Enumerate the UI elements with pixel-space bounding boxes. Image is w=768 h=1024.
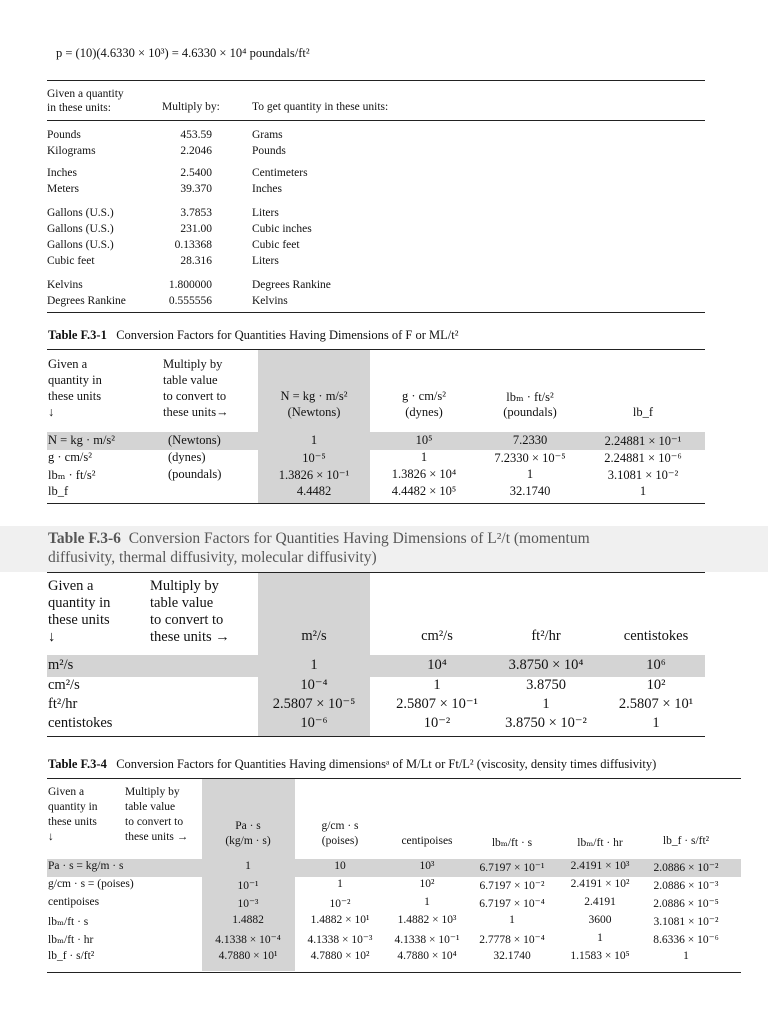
f31-col-header: N = kg · m/s²	[280, 389, 348, 403]
f36-head-multiply: to convert to	[150, 612, 224, 628]
simple-row-factor: 453.59	[180, 129, 212, 141]
caption-f31-num: Table F.3-1	[48, 328, 107, 342]
f34-cell: 1	[424, 896, 430, 908]
f34-col-header: lb_f · s/ft²	[662, 835, 710, 847]
f34-cell: 10	[334, 860, 346, 872]
f34-cell: 2.4191	[584, 896, 616, 908]
f34-cell: 1	[245, 860, 251, 872]
f36-caption-bg	[0, 526, 768, 572]
f31-cell: 7.2330 × 10⁻⁵	[494, 451, 566, 465]
simple-row-result: Cubic feet	[252, 239, 300, 251]
simple-row-unit: Degrees Rankine	[47, 295, 126, 307]
f31-head-given: quantity in	[48, 373, 102, 387]
f34-cell: 6.7197 × 10⁻¹	[479, 862, 545, 874]
f31-row-unit: N = kg · m/s²	[48, 433, 116, 447]
simple-row-factor: 231.00	[180, 223, 212, 235]
f34-head-multiply: Multiply by	[125, 786, 180, 798]
simple-row-factor: 2.5400	[180, 167, 212, 179]
f34-cell: 2.7778 × 10⁻⁴	[479, 934, 545, 946]
caption-f31-text: Conversion Factors for Quantities Having Dimensions of F or ML/t²	[116, 328, 459, 342]
simple-row-factor: 39.370	[180, 183, 212, 195]
f31-cell: 1	[420, 450, 428, 464]
f34-cell: 10³	[419, 860, 435, 872]
f36-head-multiply: table value	[150, 595, 214, 611]
caption-f36-text: Conversion Factors for Quantities Having Dimensions of L²/t (momentum	[128, 530, 590, 547]
f31-col-header-sub: (Newtons)	[287, 405, 341, 419]
f34-cell: 2.0886 × 10⁻²	[653, 862, 719, 874]
simple-row-unit: Gallons (U.S.)	[47, 239, 114, 251]
f34-col-header: Pa · s	[235, 820, 261, 832]
f34-cell: 2.4191 × 10³	[570, 860, 630, 872]
simple-row-unit: Gallons (U.S.)	[47, 207, 114, 219]
simple-row-unit: Kilograms	[47, 145, 96, 157]
f36-cell: 3.8750 × 10⁻²	[505, 715, 587, 731]
f36-cell: 1	[542, 696, 550, 712]
f34-row-unit: lbₘ/ft · s	[48, 916, 89, 928]
f34-cell: 1	[597, 932, 603, 944]
simple-row-unit: Gallons (U.S.)	[47, 223, 114, 235]
f34-cell: 10⁻²	[329, 898, 351, 910]
f31-cell: 1.3826 × 10⁴	[391, 467, 457, 481]
f34-cell: 3600	[588, 914, 612, 926]
f36-cell: 10⁶	[646, 657, 666, 673]
f31-head-given: ↓	[48, 405, 55, 419]
f34-head-given: quantity in	[48, 801, 98, 813]
f34-cell: 10⁻³	[237, 898, 259, 910]
f31-cell: 1.3826 × 10⁻¹	[278, 468, 350, 482]
f36-rule-top	[47, 572, 705, 573]
f34-cell: 1	[509, 914, 515, 926]
f34-row-unit: Pa · s = kg/m · s	[48, 860, 124, 872]
caption-f36-text2: diffusivity, thermal diffusivity, molecular diffusivity)	[48, 549, 377, 566]
simple-row-factor: 28.316	[180, 255, 212, 267]
f34-cell: 4.1338 × 10⁻¹	[394, 934, 460, 946]
simple-row-result: Kelvins	[252, 295, 288, 307]
f34-head-multiply: these units →	[125, 831, 189, 843]
simple-row-result: Grams	[252, 129, 283, 141]
f34-row-unit: g/cm · s = (poises)	[48, 878, 134, 890]
f34-col-header: centipoises	[401, 835, 453, 847]
f31-row-note: (poundals)	[168, 467, 222, 481]
f34-cell: 4.1338 × 10⁻⁴	[215, 934, 281, 946]
f34-col-header-sub: (kg/m · s)	[225, 835, 271, 847]
f31-row-note: (Newtons)	[168, 433, 221, 447]
f36-head-given: ↓	[48, 629, 56, 645]
simple-head-result: To get quantity in these units:	[252, 101, 389, 113]
f36-cell: 10⁻⁶	[300, 715, 328, 731]
table-rule-mid	[47, 120, 705, 121]
f31-head-multiply: these units→	[163, 405, 229, 419]
f34-cell: 10⁻¹	[237, 880, 259, 892]
f36-head-given: these units	[48, 612, 110, 628]
f34-col-header: g/cm · s	[321, 820, 359, 832]
f34-cell: 6.7197 × 10⁻²	[479, 880, 545, 892]
f36-col-header: m²/s	[301, 628, 327, 644]
f31-cell: 4.4482	[296, 484, 332, 498]
f34-head-given: Given a	[48, 786, 85, 798]
f34-rule-bottom	[47, 972, 741, 973]
f31-rule-top	[47, 349, 705, 350]
f34-row-unit: lb_f · s/ft²	[48, 950, 95, 962]
f34-cell: 6.7197 × 10⁻⁴	[479, 898, 545, 910]
f34-col-header: lbₘ/ft · s	[491, 837, 533, 849]
f34-cell: 1	[337, 878, 343, 890]
f34-cell: 3.1081 × 10⁻²	[653, 916, 719, 928]
f34-cell: 1.4882	[232, 914, 264, 926]
f36-cell: 1	[652, 715, 660, 731]
f36-row-unit: centistokes	[48, 715, 113, 731]
f36-row-unit: cm²/s	[48, 677, 80, 693]
simple-row-factor: 2.2046	[180, 145, 212, 157]
simple-row-factor: 3.7853	[180, 207, 212, 219]
f31-col-header-sub: (poundals)	[503, 405, 557, 419]
f34-row-unit: lbₘ/ft · hr	[48, 934, 94, 946]
f34-head-given: these units	[48, 816, 97, 828]
caption-f34	[48, 757, 656, 772]
f36-rule-bottom	[47, 736, 705, 737]
f36-row-unit: m²/s	[48, 657, 74, 673]
f31-cell: 10⁵	[415, 433, 433, 447]
f31-cell: 10⁻⁵	[302, 451, 326, 465]
f31-cell: 1	[310, 433, 318, 447]
simple-row-result: Degrees Rankine	[252, 279, 331, 291]
formula-line: p = (10)(4.6330 × 10³) = 4.6330 × 10⁴ poundals/ft²	[56, 46, 310, 60]
f31-head-given: Given a	[48, 357, 88, 371]
f36-cell: 2.5807 × 10⁻¹	[396, 696, 478, 712]
f34-cell: 1.4882 × 10³	[397, 914, 457, 926]
f31-head-multiply: to convert to	[163, 389, 227, 403]
f36-cell: 1	[433, 677, 441, 693]
f34-head-given: ↓	[48, 831, 54, 843]
simple-row-result: Centimeters	[252, 167, 308, 179]
f34-head-multiply: table value	[125, 801, 176, 813]
f36-cell: 3.8750	[526, 677, 566, 693]
f31-cell: 32.1740	[509, 484, 551, 498]
f36-cell: 10⁴	[427, 657, 447, 673]
simple-row-unit: Meters	[47, 183, 79, 195]
f31-cell: 1	[639, 484, 647, 498]
f34-head-multiply: to convert to	[125, 816, 184, 828]
f36-cell: 10²	[646, 677, 666, 693]
f36-head-given: quantity in	[48, 595, 111, 611]
f31-cell: 2.24881 × 10⁻¹	[604, 434, 682, 448]
simple-row-unit: Pounds	[47, 129, 81, 141]
f34-cell: 4.7880 × 10²	[310, 950, 370, 962]
f31-row-unit: lb_f	[48, 484, 69, 498]
f36-row-unit: ft²/hr	[48, 696, 78, 712]
f36-col-header: ft²/hr	[531, 628, 561, 644]
f36-cell: 1	[310, 657, 318, 673]
simple-row-result: Pounds	[252, 145, 286, 157]
f34-cell: 32.1740	[493, 950, 531, 962]
f31-row-unit: lbₘ · ft/s²	[48, 468, 96, 482]
f34-cell: 4.1338 × 10⁻³	[307, 934, 373, 946]
f34-cell: 1.1583 × 10⁵	[570, 950, 630, 962]
f34-cell: 1.4882 × 10¹	[310, 914, 370, 926]
simple-row-factor: 0.13368	[174, 239, 212, 251]
f31-col-header: g · cm/s²	[401, 389, 447, 403]
f34-cell: 1	[683, 950, 689, 962]
simple-row-result: Liters	[252, 255, 279, 267]
simple-row-unit: Cubic feet	[47, 255, 95, 267]
f31-head-multiply: Multiply by	[163, 357, 223, 371]
simple-row-result: Liters	[252, 207, 279, 219]
f34-cell: 4.7880 × 10¹	[218, 950, 278, 962]
f31-row-unit: g · cm/s²	[48, 450, 93, 464]
f34-cell: 10²	[419, 878, 435, 890]
f34-cell: 8.6336 × 10⁻⁶	[653, 934, 719, 946]
f31-col-header: lbₘ · ft/s²	[506, 390, 554, 404]
f34-col-header-sub: (poises)	[321, 835, 359, 847]
caption-f34-text: Conversion Factors for Quantities Having dimensionsᵃ of M/Lt or Ft/L² (viscosity, density times diffusivity)	[116, 757, 657, 771]
simple-row-unit: Inches	[47, 167, 78, 179]
f34-col-header: lbₘ/ft · hr	[577, 837, 623, 849]
f34-rule-top	[47, 778, 741, 779]
f34-cell: 2.0886 × 10⁻³	[653, 880, 719, 892]
table-rule-top	[47, 80, 705, 81]
f36-head-multiply: Multiply by	[150, 578, 219, 594]
f36-cell: 3.8750 × 10⁴	[508, 657, 584, 673]
f31-col-header-sub: (dynes)	[405, 405, 443, 419]
simple-head-given: Given a quantity in these units:	[47, 88, 124, 114]
simple-row-unit: Kelvins	[47, 279, 83, 291]
f36-col-header: centistokes	[623, 628, 689, 644]
caption-f31	[48, 328, 458, 343]
simple-row-result: Inches	[252, 183, 283, 195]
f36-head-multiply: these units →	[150, 629, 230, 645]
f31-cell: 2.24881 × 10⁻⁶	[604, 451, 682, 465]
table-rule-bottom	[47, 312, 705, 313]
caption-f34-num: Table F.3-4	[48, 757, 107, 771]
f31-row-note: (dynes)	[168, 450, 206, 464]
f34-row-unit: centipoises	[48, 896, 100, 908]
f34-cell: 4.7880 × 10⁴	[397, 950, 457, 962]
f31-cell: 4.4482 × 10⁵	[391, 484, 457, 498]
f31-head-multiply: table value	[163, 373, 218, 387]
f36-col-header: cm²/s	[421, 628, 453, 644]
f36-head-given: Given a	[48, 578, 94, 594]
f31-cell: 1	[526, 467, 534, 481]
f34-cell: 2.4191 × 10²	[570, 878, 630, 890]
f36-cell: 2.5807 × 10¹	[618, 696, 694, 712]
simple-row-factor: 0.555556	[168, 295, 212, 307]
simple-head-multiply: Multiply by:	[162, 101, 220, 113]
f36-cell: 10⁻⁴	[300, 677, 328, 693]
f31-cell: 7.2330	[512, 433, 548, 447]
f36-cell: 2.5807 × 10⁻⁵	[272, 696, 356, 712]
simple-row-result: Cubic inches	[252, 223, 312, 235]
simple-row-factor: 1.800000	[168, 279, 212, 291]
f31-col-header: lb_f	[632, 405, 654, 419]
f34-cell: 2.0886 × 10⁻⁵	[653, 898, 719, 910]
f31-cell: 3.1081 × 10⁻²	[607, 468, 679, 482]
caption-f36-num: Table F.3-6	[48, 530, 121, 547]
f36-cell: 10⁻²	[423, 715, 451, 731]
f31-head-given: these units	[48, 389, 102, 403]
f31-rule-bottom	[47, 503, 705, 504]
